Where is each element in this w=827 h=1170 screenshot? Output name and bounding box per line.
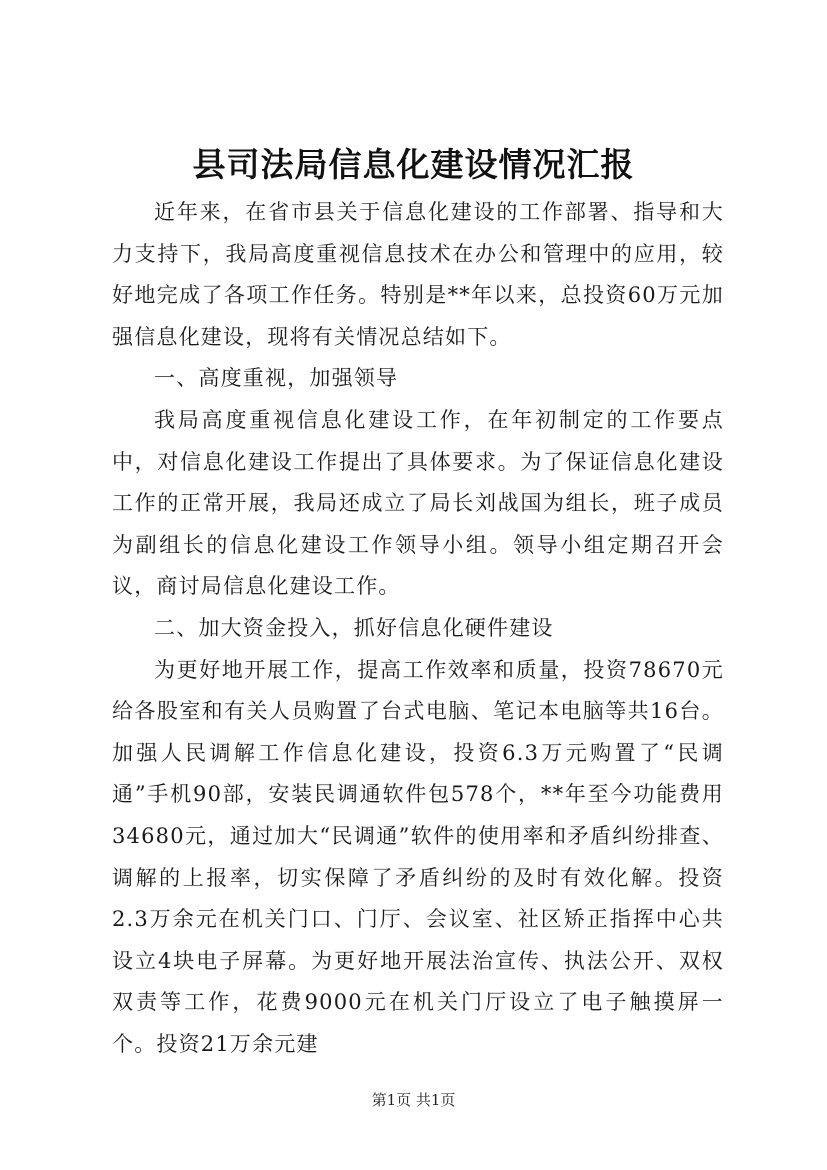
paragraph-intro: 近年来，在省市县关于信息化建设的工作部署、指导和大力支持下，我局高度重视信息技术在办公和管理中的应用，较好地完成了各项工作任务。特别是**年以来，总投资60万元加强信息化建设，现将有关情况总结如下。 — [112, 200, 724, 349]
paragraph-leadership: 我局高度重视信息化建设工作，在年初制定的工作要点中，对信息化建设工作提出了具体要求。为了保证信息化建设工作的正常开展，我局还成立了局长刘战国为组长，班子成员为副组长的信息化建设工作领导小组。领导小组定期召开会议，商讨局信息化建设工作。 — [112, 407, 724, 599]
section-heading-2: 二、加大资金投入，抓好信息化硬件建设 — [154, 615, 554, 640]
document-body — [112, 192, 724, 1065]
document-title: 县司法局信息化建设情况汇报 — [192, 145, 635, 184]
page-footer: 第1页 共1页 — [371, 1091, 456, 1109]
section-heading-1: 一、高度重视，加强领导 — [154, 366, 399, 391]
paragraph-investment: 为更好地开展工作，提高工作效率和质量，投资78670元给各股室和有关人员购置了台式电脑、笔记本电脑等共16台。加强人民调解工作信息化建设，投资6.3万元购置了“民调通”手机90部，安装民调通软件包578个，**年至今功能费用34680元，通过加大“民调通”软件的使用率和矛盾纠纷排查、调解的上报率，切实保障了矛盾纠纷的及时有效化解。投资2.3万余元在机关门口、门厅、会议室、社区矫正指挥中心共设立4块电子屏幕。为更好地开展法治宣传、执法公开、双权双责等工作，花费9000元在机关门厅设立了电子触摸屏一个。投资21万余元建 — [112, 657, 724, 1056]
